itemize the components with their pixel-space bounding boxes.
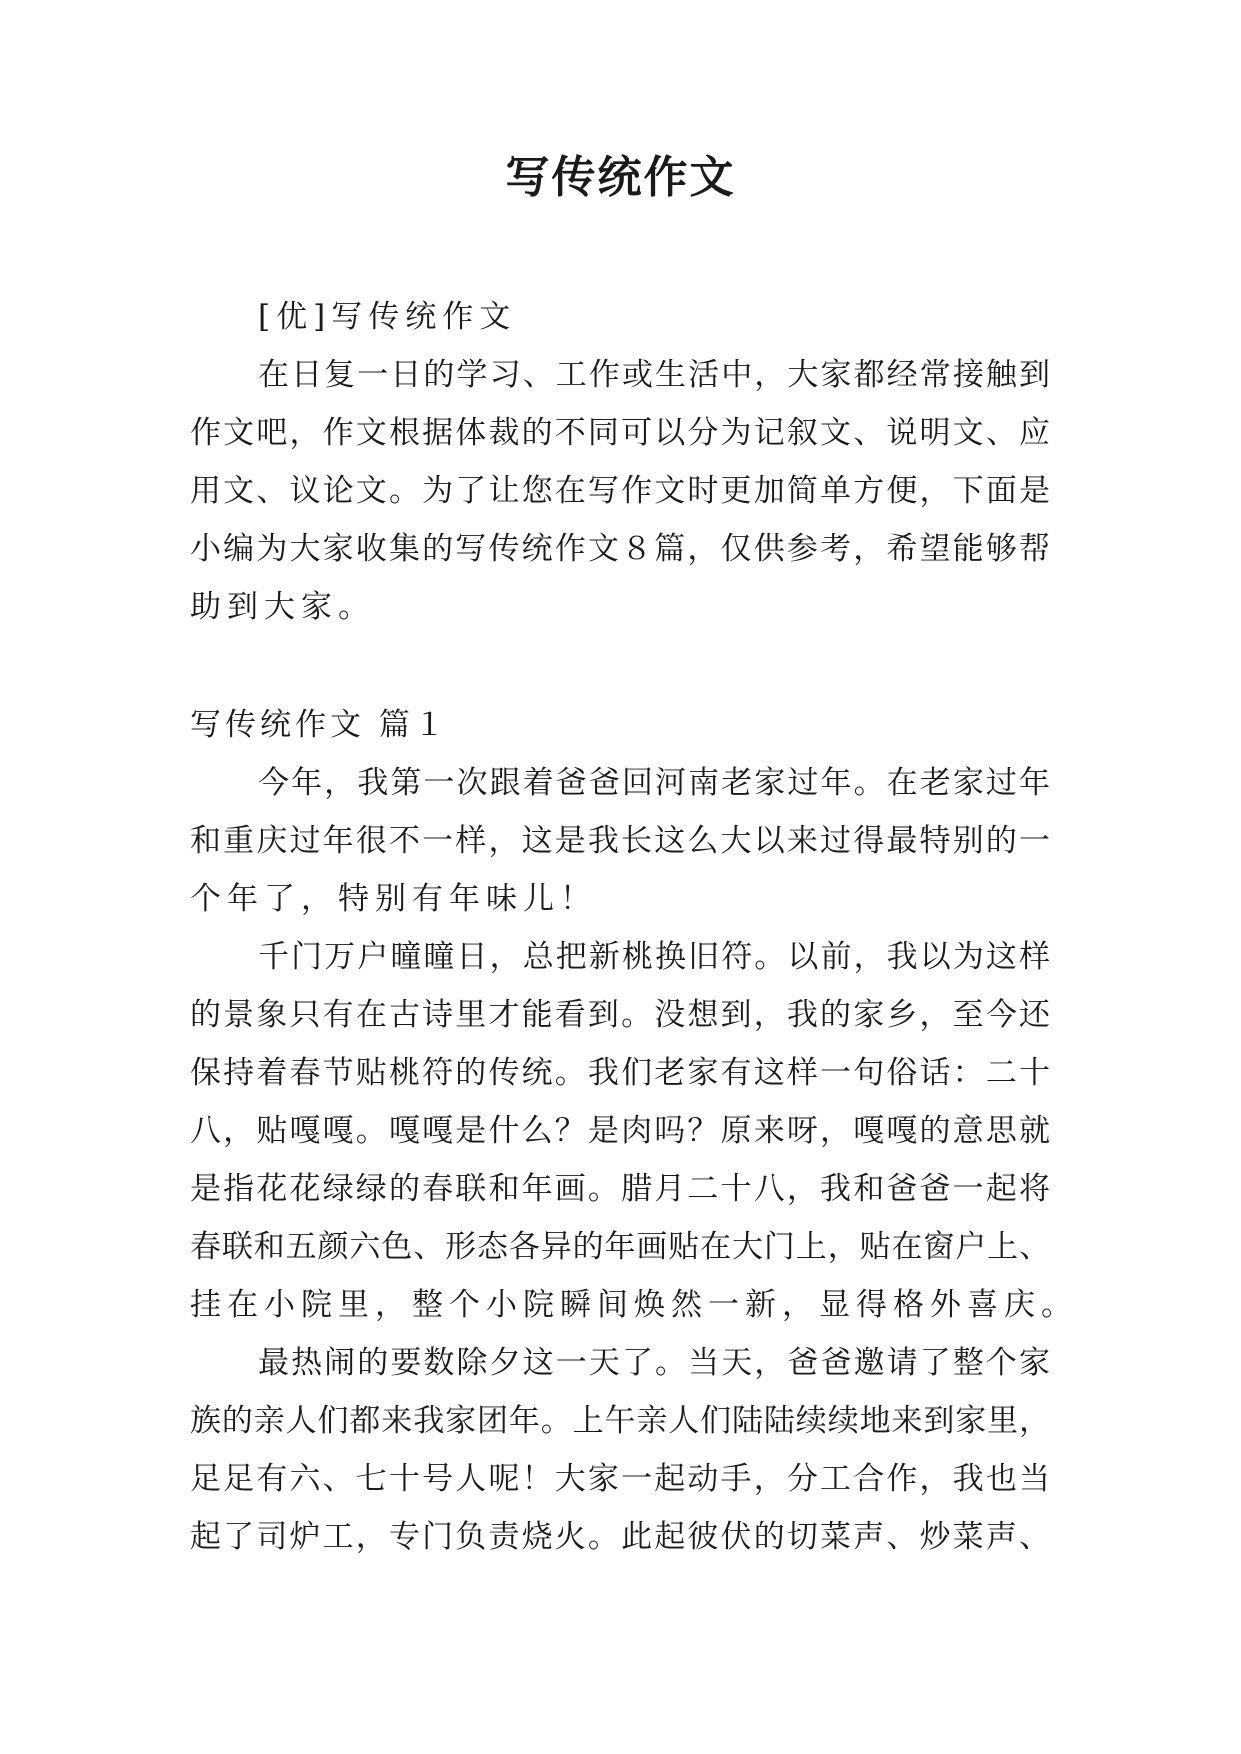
paragraph-line: 和重庆过年很不一样，这是我长这么大以来过得最特别的一 <box>190 823 1050 859</box>
paragraph-line: 挂在小院里，整个小院瞬间焕然一新，显得格外喜庆。 <box>190 1287 1078 1323</box>
paragraph-line: 起了司炉工，专门负责烧火。此起彼伏的切菜声、炒菜声、 <box>190 1519 1050 1555</box>
document-title: 写传统作文 <box>505 152 736 203</box>
paragraph-line: 保持着春节贴桃符的传统。我们老家有这样一句俗话：二十 <box>190 1055 1050 1091</box>
paragraph <box>190 754 1050 928</box>
paragraph-line: 今年，我第一次跟着爸爸回河南老家过年。在老家过年 <box>258 765 1050 801</box>
paragraph-line: 个年了，特别有年味儿！ <box>190 881 597 917</box>
paragraph-line: 小编为大家收集的写传统作文８篇，仅供参考，希望能够帮 <box>190 531 1050 567</box>
paragraph-line: 最热闹的要数除夕这一天了。当天，爸爸邀请了整个家 <box>258 1345 1050 1381</box>
paragraph <box>190 1334 1050 1566</box>
paragraph-line: 春联和五颜六色、形态各异的年画贴在大门上，贴在窗户上、 <box>190 1229 1050 1265</box>
paragraph-line: 足足有六、七十号人呢！大家一起动手，分工合作，我也当 <box>190 1461 1050 1497</box>
paragraph-line: 是指花花绿绿的春联和年画。腊月二十八，我和爸爸一起将 <box>190 1171 1050 1207</box>
paragraph <box>190 928 1078 1334</box>
paragraph-line: 作文吧，作文根据体裁的不同可以分为记叙文、说明文、应 <box>190 415 1050 451</box>
document-subtitle: [优]写传统作文 <box>258 299 517 335</box>
intro-paragraph <box>190 346 1050 636</box>
paragraph-line: 助到大家。 <box>190 589 375 625</box>
document-body <box>190 288 1078 1566</box>
paragraph-line: 八，贴嘎嘎。嘎嘎是什么？是肉吗？原来呀，嘎嘎的意思就 <box>190 1113 1050 1149</box>
paragraph-line: 用文、议论文。为了让您在写作文时更加简单方便，下面是 <box>190 473 1050 509</box>
paragraph-line: 千门万户曈曈日，总把新桃换旧符。以前，我以为这样 <box>258 939 1050 975</box>
section-heading: 写传统作文 篇１ <box>190 707 449 743</box>
paragraph-line: 的景象只有在古诗里才能看到。没想到，我的家乡，至今还 <box>190 997 1050 1033</box>
paragraph-line: 在日复一日的学习、工作或生活中，大家都经常接触到 <box>258 357 1050 393</box>
paragraph-line: 族的亲人们都来我家团年。上午亲人们陆陆续续地来到家里， <box>190 1403 1050 1439</box>
